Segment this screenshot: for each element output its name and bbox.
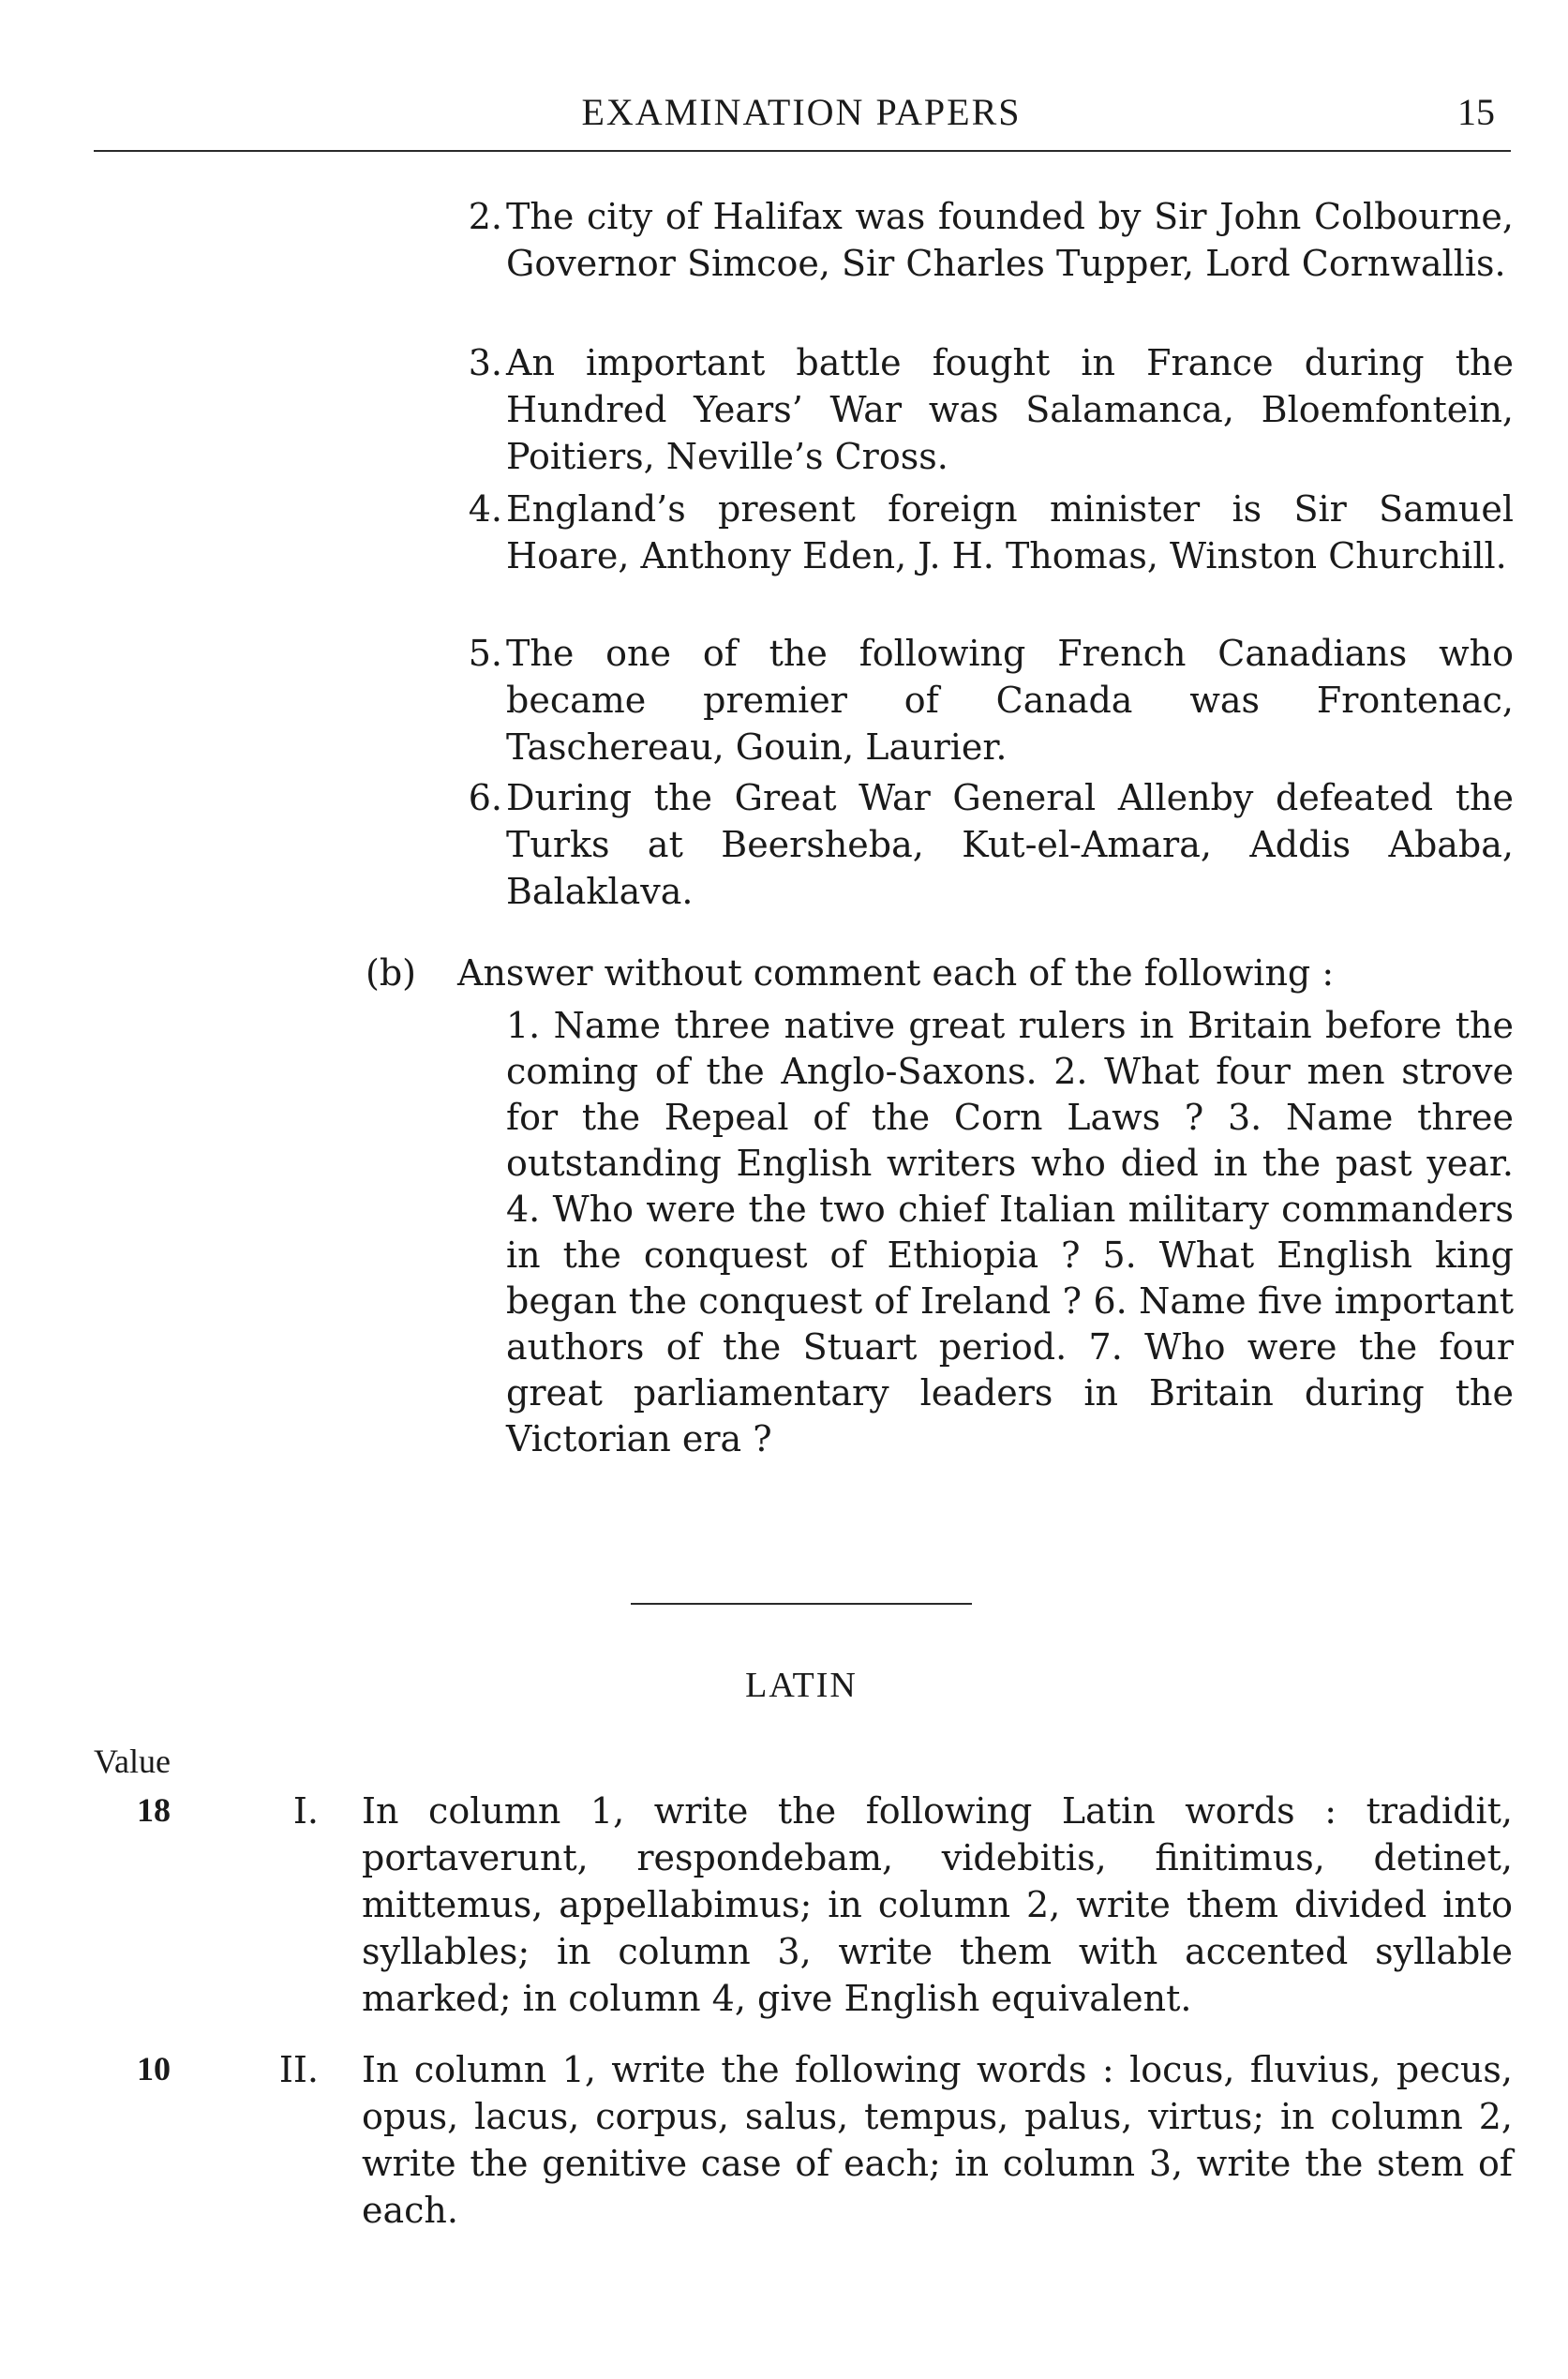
question-value: 18 xyxy=(137,1791,171,1829)
running-title: EXAMINATION PAPERS xyxy=(581,91,1022,133)
item-number: 4. xyxy=(468,488,502,530)
item-text: The city of Halifax was founded by Sir John Colbourne, Governor Simcoe, Sir Charles Tupper, Lord Cornwallis. xyxy=(506,196,1514,284)
item-text: The one of the following French Canadians who became premier of Canada was Frontenac, Taschereau, Gouin, Laurier. xyxy=(506,633,1514,768)
section-title: LATIN xyxy=(745,1666,858,1705)
value-column-label: Value xyxy=(94,1743,171,1780)
item-text: England’s present foreign minister is Sir Samuel Hoare, Anthony Eden, J. H. Thomas, Winston Churchill. xyxy=(506,488,1514,576)
question-text: In column 1, write the following words : locus, fluvius, pecus, opus, lacus, corpus, salus, tempus, palus, virtus; in column 2, write the genitive case of each; in column 3, write the stem of each. xyxy=(362,2049,1513,2231)
part-b-label: (b) xyxy=(366,952,416,994)
question-text: In column 1, write the following Latin words : tradidit, portaverunt, respondebam, videbitis, finitimus, detinet, mittemus, appellabimus; in column 2, write them divided into syllables; in column 3, write them with accented syllable marked; in column 4, give English equivalent. xyxy=(362,1790,1513,2019)
item-text: An important battle fought in France during the Hundred Years’ War was Salamanca, Bloemfontein, Poitiers, Neville’s Cross. xyxy=(506,342,1514,477)
section-divider xyxy=(631,1603,972,1605)
question-numeral: I. xyxy=(292,1790,319,1832)
item-number: 3. xyxy=(468,342,502,383)
page-number: 15 xyxy=(1457,91,1495,133)
item-number: 6. xyxy=(468,777,502,818)
item-number: 5. xyxy=(468,633,502,674)
page-header xyxy=(0,90,1568,146)
item-text: During the Great War General Allenby defeated the Turks at Beersheba, Kut-el-Amara, Addis Ababa, Balaklava. xyxy=(506,777,1514,912)
part-b-instruction: Answer without comment each of the following : xyxy=(457,952,1335,994)
part-b-questions: 1. Name three native great rulers in Britain before the coming of the Anglo-Saxons. 2. What four men strove for the Repeal of the Corn Laws ? 3. Name three outstanding English writers who died in the past year. 4. Who were the two chief Italian military commanders in the conquest of Ethiopia ? 5. What English king began the conquest of Ireland ? 6. Name five important authors of the Stuart period. 7. Who were the four great parliamentary leaders in Britain during the Victorian era ? xyxy=(506,1005,1514,1459)
question-value: 10 xyxy=(137,2050,171,2087)
question-numeral: II. xyxy=(278,2049,319,2090)
header-rule xyxy=(94,150,1511,152)
item-number: 2. xyxy=(468,196,502,237)
